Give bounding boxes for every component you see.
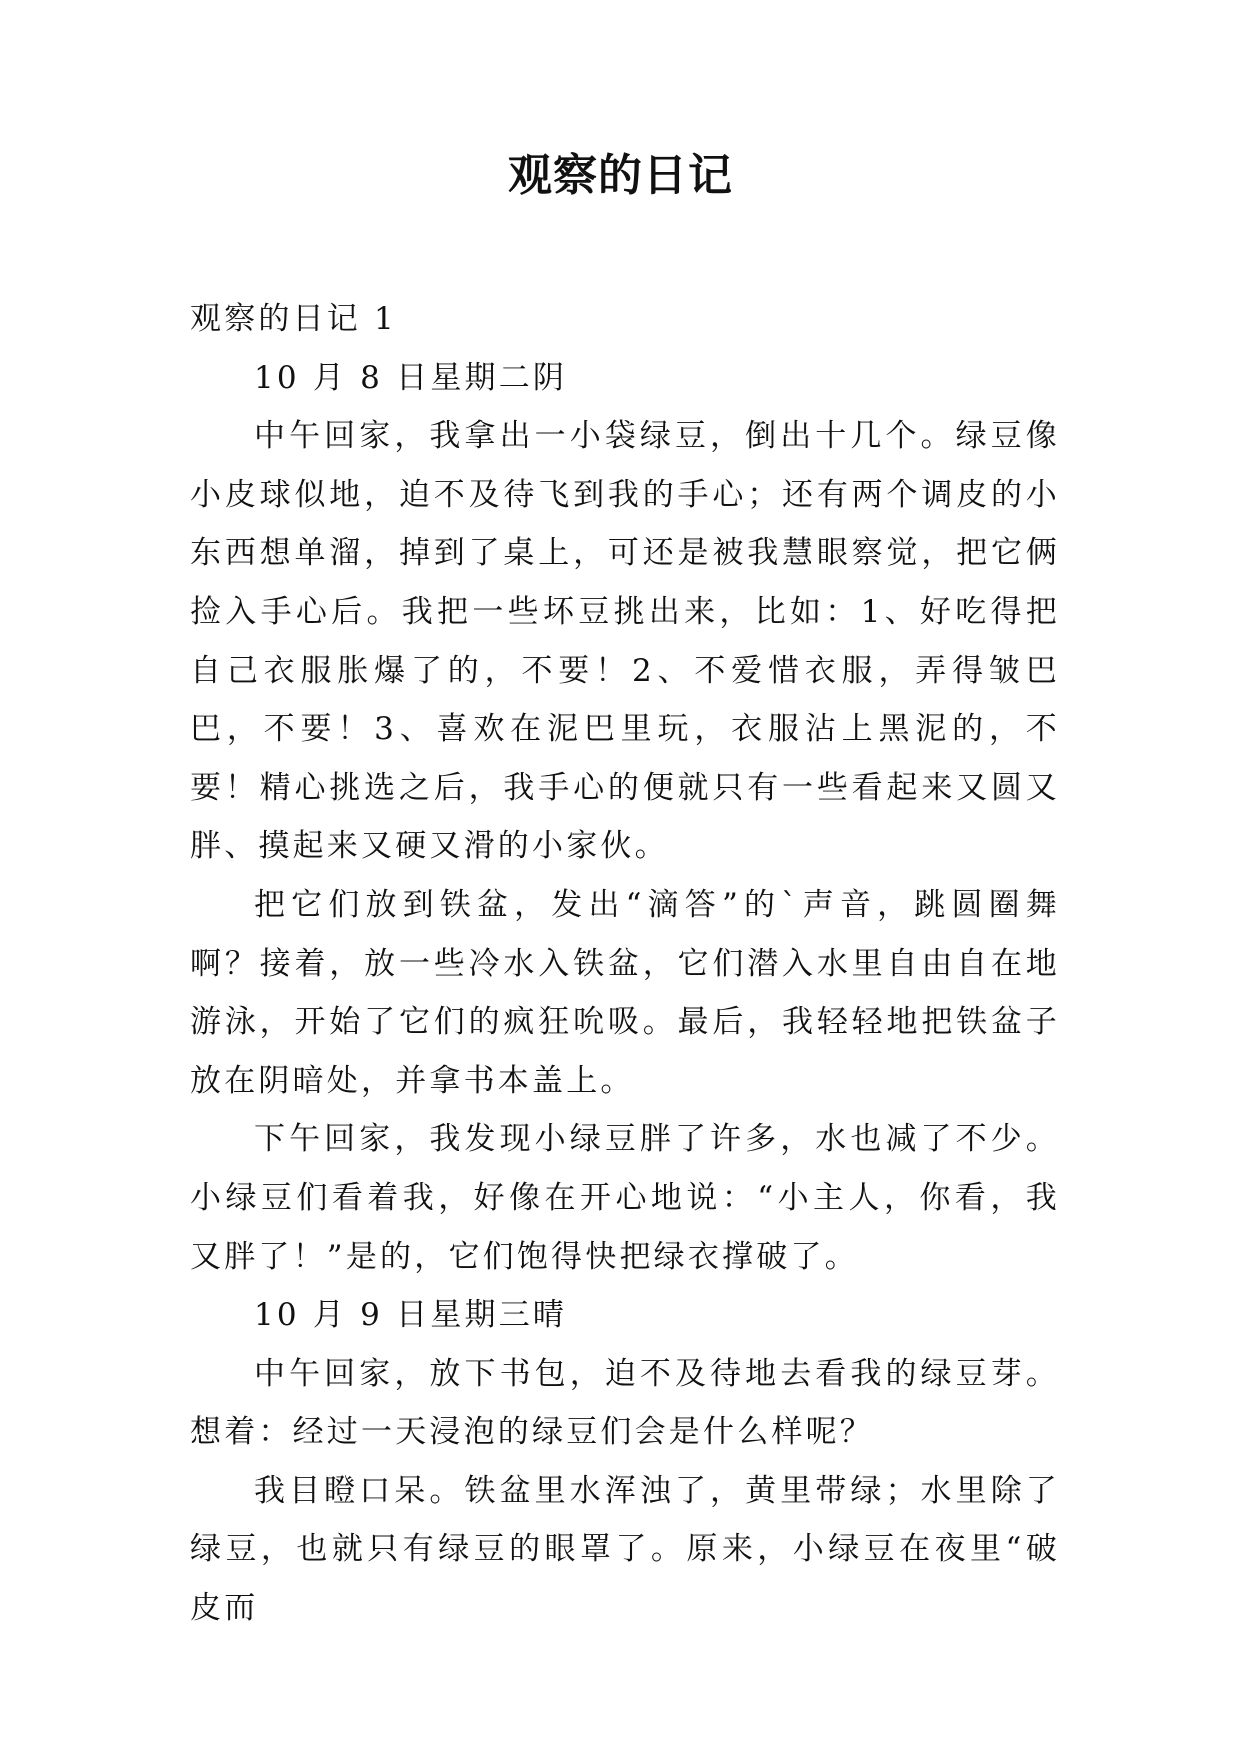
paragraph: 中午回家，我拿出一小袋绿豆，倒出十几个。绿豆像小皮球似地，迫不及待飞到我的手心；还有两个调皮的小东西想单溜，掉到了桌上，可还是被我慧眼察觉，把它俩捡入手心后。我把一些坏豆挑出来，比如：1、好吃得把自己衣服胀爆了的，不要！2、不爱惜衣服，弄得皱巴巴，不要！3、喜欢在泥巴里玩，衣服沾上黑泥的，不要！精心挑选之后，我手心的便就只有一些看起来又圆又胖、摸起来又硬又滑的小家伙。 — [190, 418, 1060, 865]
section-heading: 观察的日记 1 — [190, 301, 397, 337]
paragraph: 中午回家，放下书包，迫不及待地去看我的绿豆芽。想着：经过一天浸泡的绿豆们会是什么样呢？ — [190, 1355, 1060, 1451]
paragraph: 下午回家，我发现小绿豆胖了许多，水也减了不少。小绿豆们看着我，好像在开心地说：“小主人，你看，我又胖了！”是的，它们饱得快把绿衣撑破了。 — [190, 1121, 1060, 1275]
document-title: 观察的日记 — [508, 150, 733, 201]
diary-date: 10 月 9 日星期三晴 — [254, 1297, 568, 1334]
paragraph: 把它们放到铁盆，发出“滴答”的`声音，跳圆圈舞啊？接着，放一些冷水入铁盆，它们潜入水里自由自在地游泳，开始了它们的疯狂吮吸。最后，我轻轻地把铁盆子放在阴暗处，并拿书本盖上。 — [190, 886, 1060, 1099]
document-body — [190, 290, 1060, 1638]
diary-date: 10 月 8 日星期二阴 — [254, 359, 568, 396]
paragraph: 我目瞪口呆。铁盆里水浑浊了，黄里带绿；水里除了绿豆，也就只有绿豆的眼罩了。原来，小绿豆在夜里“破皮而 — [190, 1472, 1060, 1627]
